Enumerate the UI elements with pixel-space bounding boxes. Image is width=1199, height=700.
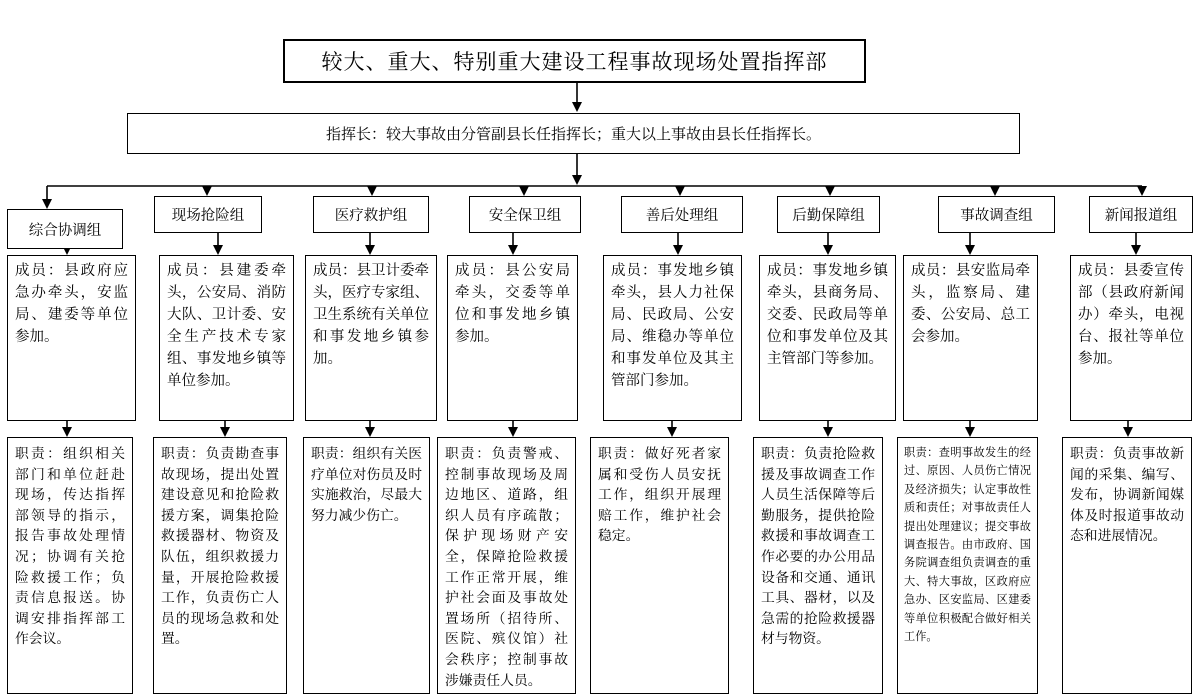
arrowhead: [1123, 427, 1133, 437]
duties-news: 职责：负责事故新闻的采集、编写、发布，协调新闻媒体及时报道事故动态和进展情况。: [1062, 437, 1192, 694]
arrowhead: [508, 245, 518, 255]
headquarters-title: 较大、重大、特别重大建设工程事故现场处置指挥部: [283, 39, 866, 83]
duties-rescue: 职责：负责勘查事故现场，提出处置建设意见和抢险救援方案，调集抢险救援器材、物资及队伍，组织救援力量，开展抢险救援工作，负责伤亡人员的现场急救和处置。: [153, 437, 287, 694]
arrowhead: [1137, 186, 1147, 196]
arrowhead: [965, 245, 975, 255]
arrowhead: [365, 245, 375, 255]
arrowhead: [367, 186, 377, 196]
arrowhead: [42, 199, 52, 209]
group-name-rescue: 现场抢险组: [154, 196, 262, 233]
members-logistics: 成员：事发地乡镇牵头，县商务局、交委、民政局等单位和事发单位及其主管部门等参加。: [759, 255, 896, 421]
arrowhead: [213, 245, 223, 255]
arrowhead: [519, 186, 529, 196]
members-coordination: 成员：县政府应急办牵头，安监局、建委等单位参加。: [7, 255, 136, 421]
arrowhead: [220, 427, 230, 437]
members-investigation: 成员：县安监局牵头，监察局、建委、公安局、总工会参加。: [903, 255, 1038, 421]
arrowhead: [990, 186, 1000, 196]
group-name-medical: 医疗救护组: [313, 196, 429, 233]
arrowhead: [667, 427, 677, 437]
duties-security: 职责：负责警戒、控制事故现场及周边地区、道路，组织人员有序疏散；保护现场财产安全，保障抢险救援工作正常开展，维护社会面及事故处置场所（招待所、医院、殡仪馆）社会秩序；控制事故涉嫌责任人员。: [437, 437, 576, 694]
arrowhead: [675, 186, 685, 196]
group-name-logistics: 后勤保障组: [777, 196, 880, 233]
members-medical: 成员：县卫计委牵头，医疗专家组、卫生系统有关单位和事发地乡镇参加。: [305, 255, 437, 421]
group-name-coordination: 综合协调组: [7, 209, 123, 249]
group-name-investigation: 事故调查组: [938, 196, 1055, 233]
group-name-security: 安全保卫组: [469, 196, 581, 233]
arrowhead: [823, 245, 833, 255]
arrowhead: [825, 186, 835, 196]
arrowhead: [572, 102, 582, 112]
members-rescue: 成员：县建委牵头，公安局、消防大队、卫计委、安全生产技术专家组、事发地乡镇等单位参加。: [159, 255, 294, 421]
duties-coordination: 职责：组织相关部门和单位赶赴现场，传达指挥部领导的指示，报告事故处理情况；协调有关抢险救援工作；负责信息报送。协调安排指挥部工作会议。: [7, 437, 133, 694]
arrowhead: [202, 186, 212, 196]
members-news: 成员：县委宣传部（县政府新闻办）牵头，电视台、报社等单位参加。: [1070, 255, 1192, 421]
duties-medical: 职责：组织有关医疗单位对伤员及时实施救治，尽最大努力减少伤亡。: [303, 437, 430, 694]
members-security: 成员：县公安局牵头，交委等单位和事发地乡镇参加。: [447, 255, 578, 421]
members-aftermath: 成员：事发地乡镇牵头，县人力社保局、民政局、公安局、维稳办等单位和事发单位及其主管部门参加。: [603, 255, 742, 421]
arrowhead: [1131, 245, 1141, 255]
duties-logistics: 职责：负责抢险救援及事故调查工作人员生活保障等后勤服务，提供抢险救援和事故调查工作必要的办公用品设备和交通、通讯工具、器材，以及急需的抢险救援器材与物资。: [753, 437, 883, 694]
duties-investigation: 职责：查明事故发生的经过、原因、人员伤亡情况及经济损失；认定事故性质和责任；对事故责任人提出处理建议；提交事故调查报告。由市政府、国务院调查组负责调查的重大、特大事故，区政府应急办、区安监局、区建委等单位积极配合做好相关工作。: [897, 437, 1038, 694]
arrowhead: [365, 427, 375, 437]
arrowhead: [62, 427, 72, 437]
group-name-news: 新闻报道组: [1089, 196, 1193, 233]
commander-box: 指挥长：较大事故由分管副县长任指挥长；重大以上事故由县长任指挥长。: [127, 113, 1020, 154]
arrowhead: [572, 175, 582, 185]
arrowhead: [965, 427, 975, 437]
arrowhead: [823, 427, 833, 437]
group-name-aftermath: 善后处理组: [621, 196, 743, 233]
arrowhead: [673, 245, 683, 255]
arrowhead: [508, 427, 518, 437]
duties-aftermath: 职责：做好死者家属和受伤人员安抚工作，组织开展理赔工作，维护社会稳定。: [590, 437, 729, 694]
